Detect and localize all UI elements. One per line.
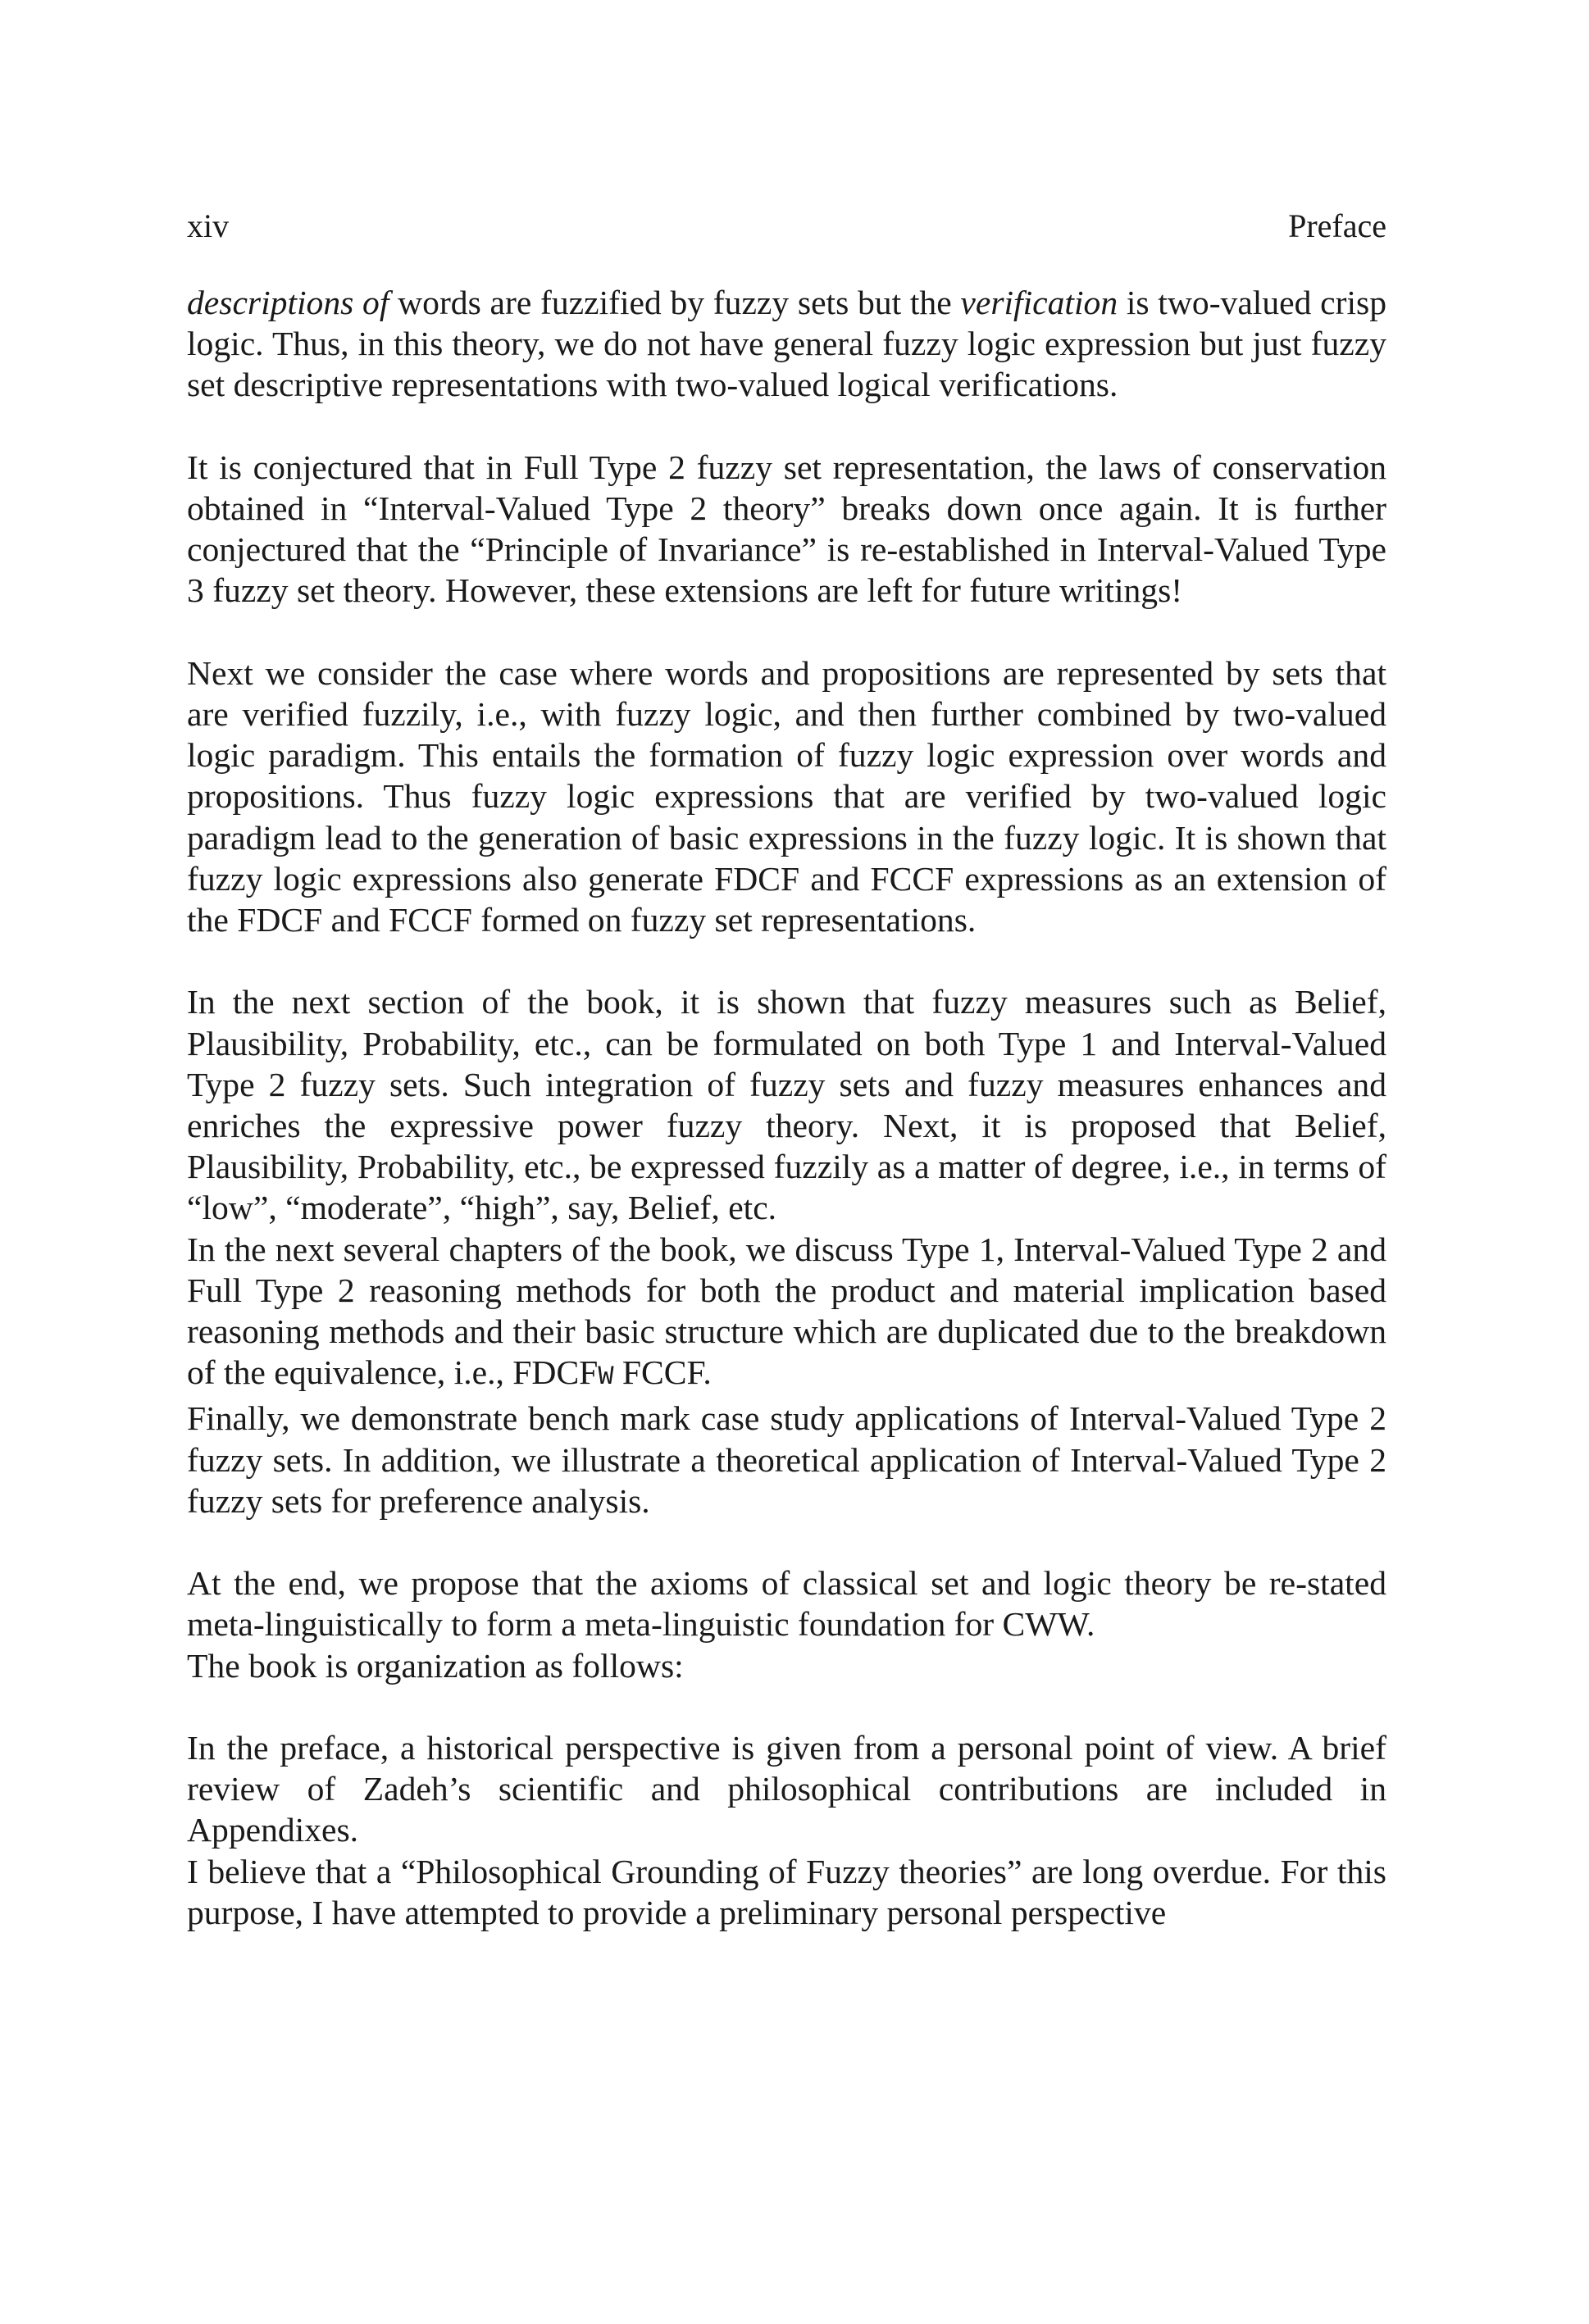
paragraph-3: Next we consider the case where words and propositions are represented by sets that are verified fuzzily, i.e., with fuzzy logic, and then further combined by two-valued logic paradigm. This entails the formation of fuzzy logic expression over words and propositions. Thus fuzzy logic expressions that are verified by two-valued logic paradigm lead to the generation of basic expressions in the fuzzy logic. It is shown that fuzzy logic expressions also generate FDCF and FCCF expressions as an extension of the FDCF and FCCF formed on fuzzy set representations. [187, 653, 1386, 939]
paragraph-5 [187, 1229, 1386, 1398]
paragraph-8: The book is organization as follows: [187, 1646, 684, 1685]
paragraph-1-text-b: is two-valued crisp logic. Thus, in this theory, we do not have general fuzzy logic expression but just fuzzy set descriptive representations with two-valued logical verifications. [187, 284, 1386, 404]
paragraph-10: I believe that a “Philosophical Grounding of Fuzzy theories” are long overdue. For this purpose, I have attempted to provide a preliminary personal perspective [187, 1852, 1386, 1931]
italic-verification: verification [960, 284, 1118, 321]
paragraph-6: Finally, we demonstrate bench mark case study applications of Interval-Valued Type 2 fuzzy sets. In addition, we illustrate a theoretical application of Interval-Valued Type 2 fuzzy sets for preference analysis. [187, 1399, 1386, 1520]
paragraph-5-text-a: In the next several chapters of the book, we discuss Type 1, Interval-Valued Type 2 and Full Type 2 reasoning methods for both the product and material implication based reasoning methods and their basic structure which are duplicated due to the breakdown of the equivalence, i.e., FDCF [187, 1230, 1386, 1392]
paragraph-5-text-b: FCCF. [613, 1353, 712, 1392]
paragraph-2: It is conjectured that in Full Type 2 fuzzy set representation, the laws of conservation obtained in “Interval-Valued Type 2 theory” breaks down once again. It is further conjectured that the “Principle of Invariance” is re-established in Interval-Valued Type 3 fuzzy set theory. However, these extensions are left for future writings! [187, 448, 1386, 610]
body-text [187, 282, 1386, 1933]
italic-descriptions-of: descriptions of [187, 284, 389, 321]
running-head [187, 205, 1386, 248]
not-equivalent-symbol: W [598, 1362, 614, 1393]
section-title: Preface [1288, 207, 1386, 244]
page-number: xiv [187, 207, 230, 244]
paragraph-1-text-a: words are fuzzified by fuzzy sets but the [389, 284, 961, 321]
paragraph-4: In the next section of the book, it is shown that fuzzy measures such as Belief, Plausibility, Probability, etc., can be formulated on both Type 1 and Interval-Valued Type 2 fuzzy sets. Such integration of fuzzy sets and fuzzy measures enhances and enriches the expressive power fuzzy theory. Next, it is proposed that Belief, Plausibility, Probability, etc., be expressed fuzzily as a matter of degree, i.e., in terms of “low”, “moderate”, “high”, say, Belief, etc. [187, 983, 1386, 1227]
paragraph-1 [187, 282, 1386, 406]
paragraph-9: In the preface, a historical perspective is given from a personal point of view. A brief review of Zadeh’s scientific and philosophical contributions are included in Appendixes. [187, 1729, 1386, 1849]
paragraph-7: At the end, we propose that the axioms of classical set and logic theory be re-stated meta-linguistically to form a meta-linguistic foundation for CWW. [187, 1564, 1386, 1644]
